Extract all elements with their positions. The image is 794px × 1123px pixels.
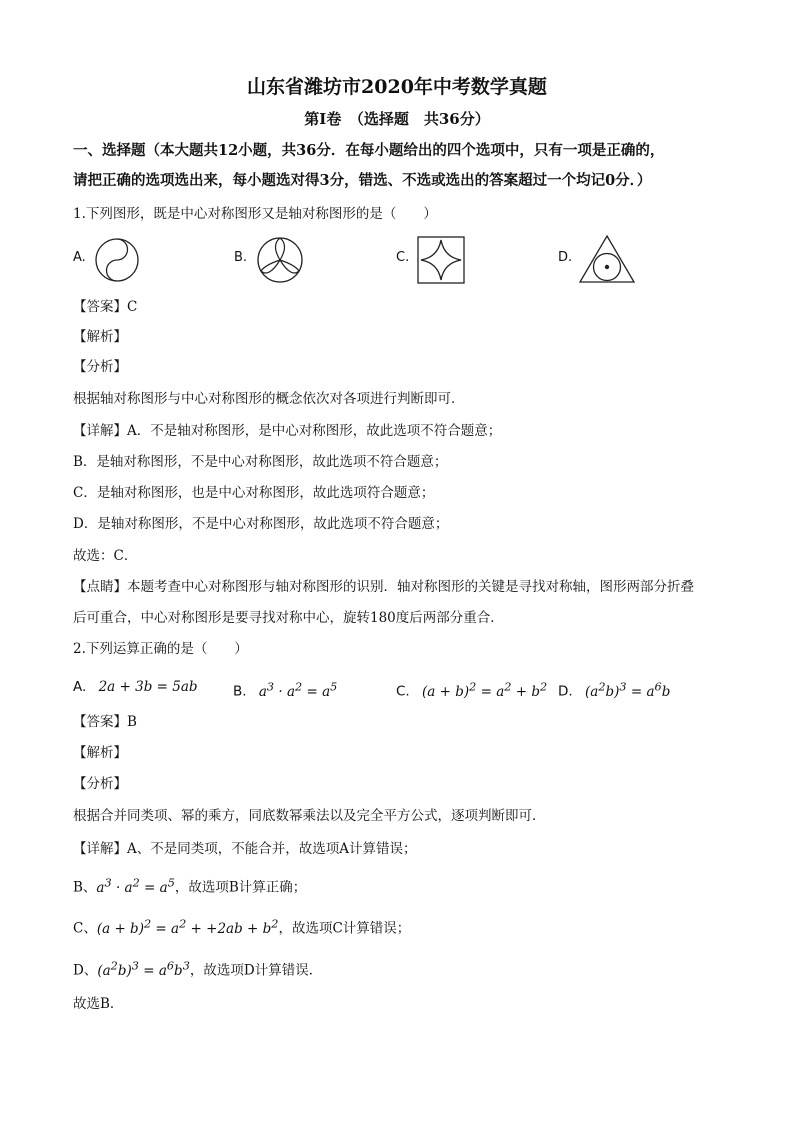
q1-dianjing-line1: 【点睛】本题考查中心对称图形与轴对称图形的识别．轴对称图形的关键是寻找对称轴，图形两部分折叠 — [73, 579, 694, 595]
page-subtitle: 第Ⅰ卷 （选择题 共36分） — [304, 110, 490, 128]
section-heading-line2: 请把正确的选项选出来，每小题选对得3分，错选、不选或选出的答案超过一个均记0分．） — [73, 172, 652, 189]
q2-detail-d-suffix: ，故选项D计算错误． — [189, 962, 323, 979]
q1-fenxi: 【分析】 — [73, 359, 127, 375]
q2-stem: 2.下列运算正确的是（ ） — [73, 641, 248, 657]
q2-detail-b — [73, 873, 306, 898]
q1-fenxi-text: 根据轴对称图形与中心对称图形的概念依次对各项进行判断即可． — [73, 391, 465, 407]
q1-dianjing-line2: 后可重合，中心对称图形是要寻找对称中心，旋转180度后两部分重合． — [73, 610, 504, 626]
three-petal-circle-figure — [255, 235, 305, 285]
q2-detail-d — [73, 956, 322, 981]
q2-option-a-expression: 2a + 3b = 5ab — [98, 679, 198, 695]
q2-detail-d-expression: $(a^2b)^3 = a^6b^3$ — [97, 959, 190, 979]
q2-detail-c — [73, 914, 410, 939]
q2-detail-b-prefix: B、 — [73, 879, 97, 896]
q1-detail-a: 【详解】A．不是轴对称图形，是中心对称图形，故此选项不符合题意； — [73, 423, 502, 439]
yin-yang-figure — [93, 236, 141, 284]
section-heading-line1: 一、选择题（本大题共12小题，共36分．在每小题给出的四个选项中，只有一项是正确的， — [73, 142, 665, 159]
square-star-figure — [416, 235, 466, 285]
q2-detail-d-prefix: D、 — [73, 962, 98, 979]
q2-option-d-expression: $(a^2b)^3 = a^6b$ — [584, 680, 671, 700]
q1-answer: 【答案】C — [73, 299, 138, 315]
q2-option-a — [73, 677, 198, 697]
q2-option-d — [558, 677, 670, 702]
q2-option-c — [396, 677, 547, 702]
q1-option-b-label: B. — [234, 250, 248, 265]
q2-conclusion: 故选B． — [73, 996, 124, 1012]
q1-detail-d: D．是轴对称图形，不是中心对称图形，故此选项不符合题意； — [73, 516, 449, 532]
q2-option-b — [233, 677, 337, 702]
q2-option-d-label: D. — [558, 683, 573, 700]
q2-detail-c-suffix: ，故选项C计算错误； — [278, 920, 411, 937]
q1-option-d-label: D. — [558, 250, 573, 265]
q1-option-a-label: A. — [73, 250, 86, 265]
q2-answer: 【答案】B — [73, 714, 137, 730]
q2-detail-c-prefix: C、 — [73, 920, 97, 937]
page-title: 山东省潍坊市2020年中考数学真题 — [247, 76, 547, 98]
q2-detail-b-suffix: ，故选项B计算正确； — [174, 879, 307, 896]
q1-detail-c: C．是轴对称图形，也是中心对称图形，故此选项符合题意； — [73, 485, 435, 501]
q2-detail-b-expression: $a^3 \cdot a^2 = a^5$ — [96, 876, 175, 896]
q2-option-c-label: C. — [396, 683, 410, 700]
q1-conclusion: 故选：C． — [73, 548, 138, 564]
q1-stem: 1.下列图形，既是中心对称图形又是轴对称图形的是（ ） — [73, 206, 437, 222]
q2-detail-c-expression: $(a + b)^2 = a^2 + +2ab + b^2$ — [96, 917, 279, 937]
q2-option-b-expression: $a^3 \cdot a^2 = a^5$ — [258, 680, 338, 700]
q1-jiexi: 【解析】 — [73, 329, 127, 345]
q1-option-c-label: C. — [396, 250, 410, 265]
q2-detail-a: 【详解】A、不是同类项，不能合并，故选项A计算错误； — [73, 841, 417, 857]
q2-jiexi: 【解析】 — [73, 745, 127, 761]
triangle-incircle-figure — [578, 234, 636, 284]
q2-option-a-label: A. — [73, 679, 87, 695]
q2-option-c-expression: $(a + b)^2 = a^2 + b^2$ — [422, 680, 548, 700]
q2-option-b-label: B. — [233, 683, 247, 700]
q2-fenxi: 【分析】 — [73, 776, 127, 792]
q1-detail-b: B．是轴对称图形，不是中心对称图形，故此选项不符合题意； — [73, 454, 448, 470]
q2-fenxi-text: 根据合并同类项、幂的乘方，同底数幂乘法以及完全平方公式，逐项判断即可． — [73, 808, 546, 824]
